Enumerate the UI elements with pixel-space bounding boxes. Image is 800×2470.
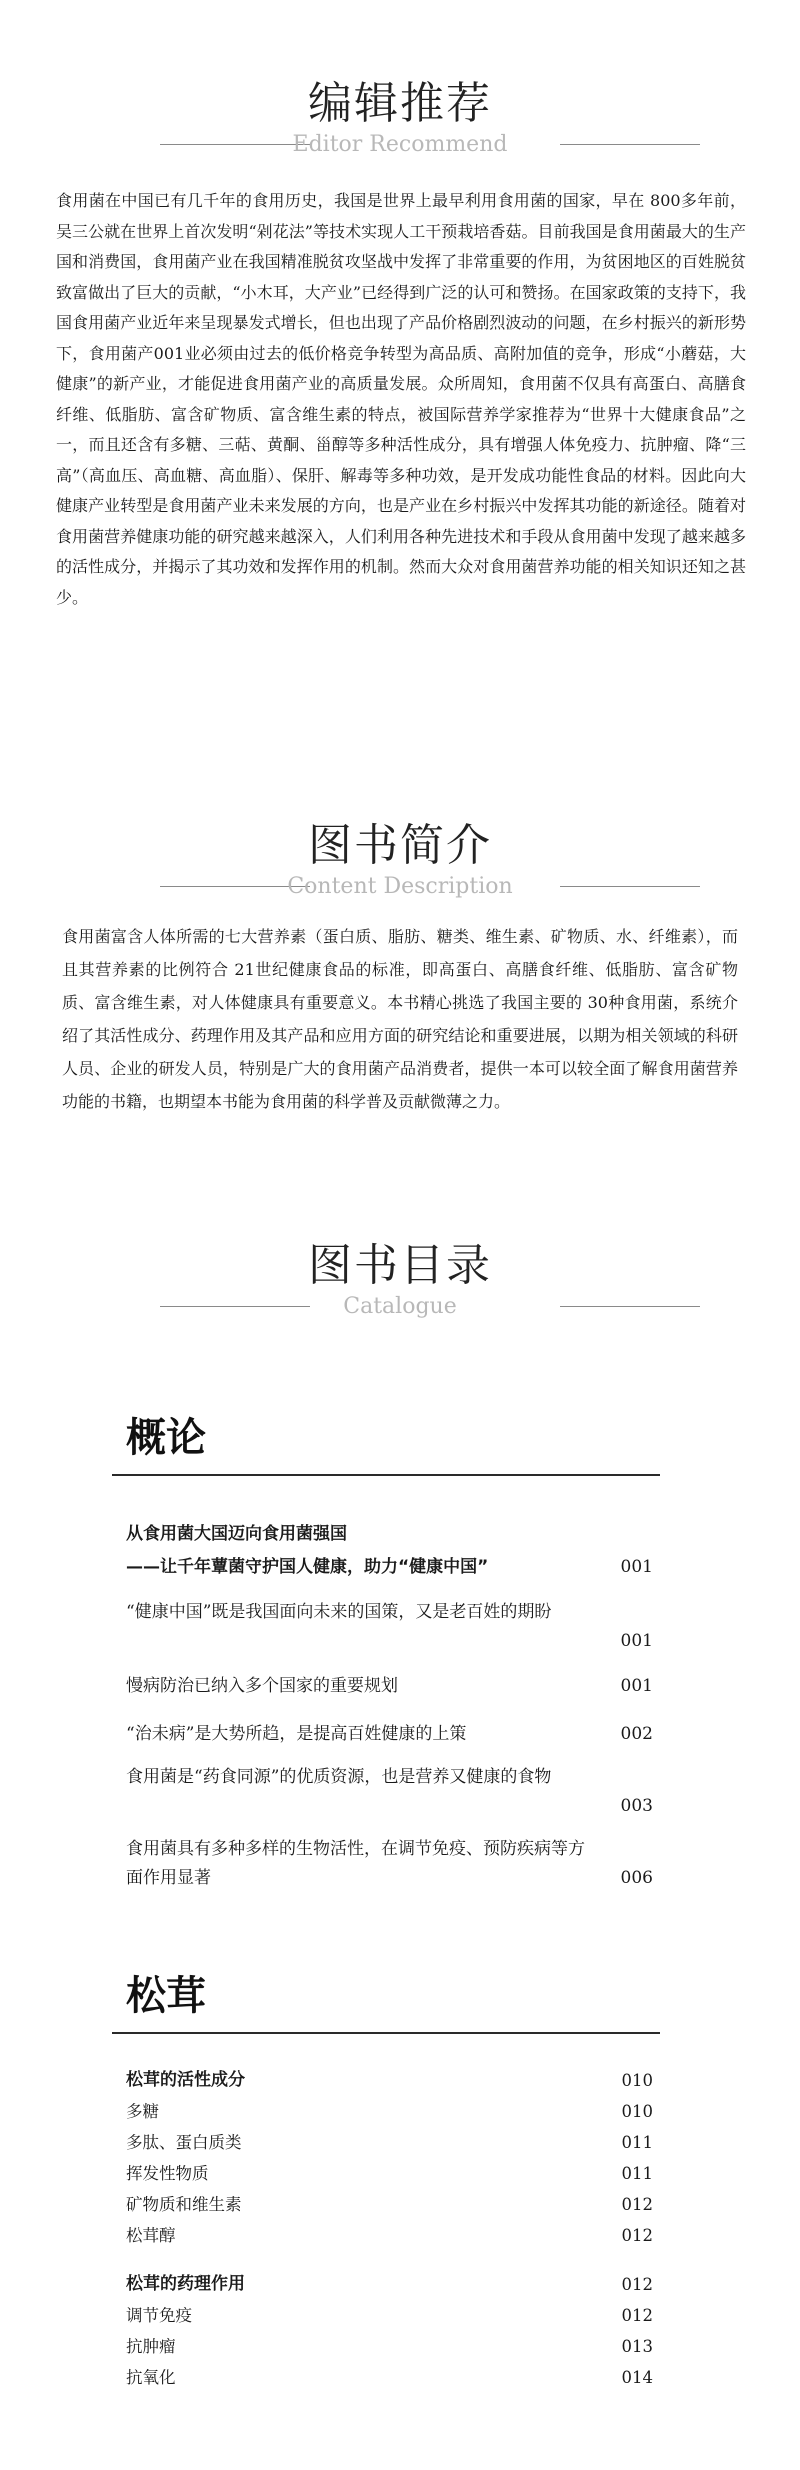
section-title-catalogue: [0, 1240, 800, 1330]
section-title-zh: 编辑推荐: [308, 78, 492, 129]
toc-entry-page: 012: [621, 2306, 653, 2325]
toc-entry: [126, 2272, 666, 2297]
toc-entry: [126, 1835, 666, 1893]
toc-entry-page: 013: [621, 2337, 653, 2356]
toc-entry-page: 012: [621, 2275, 653, 2294]
toc-entry-title: 慢病防治已纳入多个国家的重要规划: [126, 1676, 398, 1696]
toc-entry-title: 食用菌具有多种多样的生物活性，在调节免疫、预防疾病等方面作用显著: [126, 1839, 585, 1888]
section-title-en: Catalogue: [343, 1294, 457, 1319]
toc-entry: [126, 1763, 666, 1821]
toc-entry-title: “治未病”是大势所趋，是提高百姓健康的上策: [126, 1724, 467, 1744]
toc-entry-page: 010: [621, 2071, 653, 2090]
toc-entry-page: 002: [620, 1724, 653, 1744]
content-description-text: 食用菌富含人体所需的七大营养素（蛋白质、脂肪、糖类、维生素、矿物质、水、纤维素），而且其营养素的比例符合 21世纪健康食品的标准，即高蛋白、高膳食纤维、低脂肪、富含矿物质、富含维生素，对人体健康具有重要意义。本书精心挑选了我国主要的 30种食用菌，系统介绍了其活性成分、药理作用及其产品和应用方面的研究结论和重要进展，以期为相关领域的科研人员、企业的研发人员，特别是广大的食用菌产品消费者，提供一本可以较全面了解食用菌营养功能的书籍，也期望本书能为食用菌的科学普及贡献微薄之力。: [62, 927, 738, 1111]
toc-entry-title: 松茸的药理作用: [126, 2274, 245, 2294]
toc-entry: [126, 1520, 666, 1549]
toc-entry: [126, 2192, 666, 2217]
toc-entry-title: 挥发性物质: [126, 2164, 209, 2183]
title-rule-right: [560, 144, 700, 145]
title-rule-right: [560, 886, 700, 887]
toc-entry-title: 松茸的活性成分: [126, 2070, 245, 2090]
toc-entry-page: 006: [620, 1868, 653, 1888]
toc-entry-title: 从食用菌大国迈向食用菌强国: [126, 1524, 347, 1544]
toc-entry: [126, 2161, 666, 2186]
toc-entry-title: 多糖: [126, 2102, 159, 2121]
section-title-en: Editor Recommend: [292, 132, 508, 157]
toc-entry: [126, 1553, 666, 1582]
toc-entry-page: 014: [621, 2368, 653, 2387]
section-title-zh: 图书简介: [308, 820, 492, 871]
toc-entry-page: 011: [621, 2164, 653, 2183]
toc-entry-page: 003: [620, 1796, 653, 1816]
toc-entry: [126, 2099, 666, 2124]
toc-entry: [126, 2068, 666, 2093]
toc-entry-title: 抗氧化: [126, 2368, 176, 2387]
toc-entry-title: 多肽、蛋白质类: [126, 2133, 242, 2152]
editor-recommend-text: 食用菌在中国已有几千年的食用历史，我国是世界上最早利用食用菌的国家，早在 800多年前，吴三公就在世界上首次发明“剁花法”等技术实现人工干预栽培香菇。目前我国是食用菌最大的生产国和消费国，食用菌产业在我国精准脱贫攻坚战中发挥了非常重要的作用，为贫困地区的百姓脱贫致富做出了巨大的贡献，“小木耳，大产业”已经得到广泛的认可和赞扬。在国家政策的支持下，我国食用菌产业近年来呈现暴发式增长，但也出现了产品价格剧烈波动的问题，在乡村振兴的新形势下，食用菌产001业必须由过去的低价格竞争转型为高品质、高附加值的竞争，形成“小蘑菇，大健康”的新产业，才能促进食用菌产业的高质量发展。众所周知，食用菌不仅具有高蛋白、高膳食纤维、低脂肪、富含矿物质、富含维生素的特点，被国际营养学家推荐为“世界十大健康食品”之一，而且还含有多糖、三萜、黄酮、甾醇等多种活性成分，具有增强人体免疫力、抗肿瘤、降“三高”（高血压、高血糖、高血脂）、保肝、解毒等多种功效，是开发成功能性食品的材料。因此向大健康产业转型是食用菌产业未来发展的方向，也是产业在乡村振兴中发挥其功能的新途径。随着对食用菌营养健康功能的研究越来越深入，人们利用各种先进技术和手段从食用菌中发现了越来越多的活性成分，并揭示了其功效和发挥作用的机制。然而大众对食用菌营养功能的相关知识还知之甚少。: [56, 191, 746, 607]
toc-entry: [126, 1598, 666, 1656]
section-title-en: Content Description: [287, 874, 513, 899]
toc-entry-page: 010: [621, 2102, 653, 2121]
toc-entry-title: 食用菌是“药食同源”的优质资源，也是营养又健康的食物: [126, 1767, 552, 1787]
chapter-heading: 松茸: [126, 1973, 206, 2019]
section-title-content-description: [0, 820, 800, 910]
toc-entry-page: 001: [620, 1631, 653, 1651]
toc-entry: [126, 2130, 666, 2155]
toc-entry-title: ——让千年蕈菌守护国人健康，助力“健康中国”: [126, 1557, 489, 1577]
toc-entry-title: 矿物质和维生素: [126, 2195, 242, 2214]
toc-entry-title: 松茸醇: [126, 2226, 176, 2245]
toc-entry: [126, 2303, 666, 2328]
chapter-heading: 概论: [126, 1415, 206, 1461]
title-rule-right: [560, 1306, 700, 1307]
toc-entry-title: 调节免疫: [126, 2306, 192, 2325]
toc-entry: [126, 1720, 666, 1749]
chapter-rule: [112, 2032, 660, 2034]
chapter-rule: [112, 1474, 660, 1476]
toc-entry-title: 抗肿瘤: [126, 2337, 176, 2356]
section-title-zh: 图书目录: [308, 1240, 492, 1291]
toc-entry: [126, 2365, 666, 2390]
toc-entry-page: 012: [621, 2226, 653, 2245]
toc-entry-title: “健康中国”既是我国面向未来的国策，又是老百姓的期盼: [126, 1602, 552, 1622]
toc-entry-page: 001: [620, 1557, 653, 1577]
toc-entry-page: 001: [620, 1676, 653, 1696]
section-title-editor-recommend: [0, 78, 800, 168]
toc-entry: [126, 2223, 666, 2248]
toc-entry: [126, 1672, 666, 1701]
toc-entry-page: 012: [621, 2195, 653, 2214]
toc-entry: [126, 2334, 666, 2359]
toc-entry-page: 011: [621, 2133, 653, 2152]
